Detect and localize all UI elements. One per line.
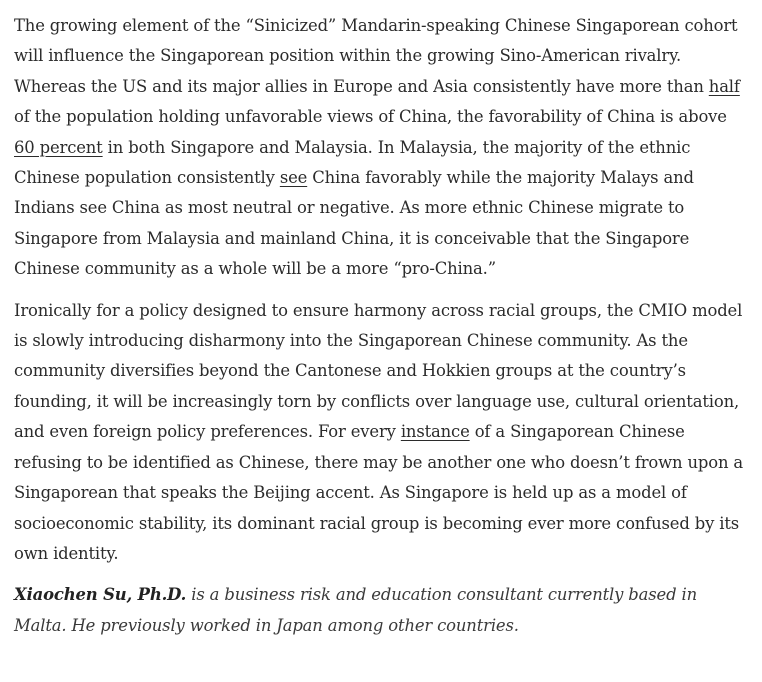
paragraph-text: of the population holding unfavorable views of China, the favorability of China is above (14, 107, 727, 127)
paragraph-text: of a Singaporean Chinese refusing to be identified as Chinese, there may be another one who doesn’t frown upon a Singaporean that speaks the Beijing accent. As Singapore is held up as a model of socioeconomic stability, its dominant racial group is becoming ever more confused by its own identity. (14, 422, 744, 563)
author-name: Xiaochen Su, Ph.D. (14, 585, 187, 605)
link-instance[interactable]: instance (400, 422, 470, 442)
link-see[interactable]: see (279, 168, 308, 188)
paragraph-text: in both Singapore and Malaysia. In Malaysia, the majority of the ethnic Chinese population consistently (14, 137, 691, 188)
paragraph-sinicized-cohort (14, 11, 748, 285)
link-half[interactable]: half (708, 76, 740, 96)
article-body (14, 11, 748, 652)
author-bio (14, 580, 748, 641)
paragraph-text: The growing element of the “Sinicized” Mandarin-speaking Chinese Singaporean cohort will influence the Singaporean position within the growing Sino-American rivalry. Whereas the US and its major allies in Europe and Asia consistently have more than (14, 16, 738, 96)
paragraph-cmio-model (14, 296, 748, 570)
paragraph-text: China favorably while the majority Malays and Indians see China as most neutral or negative. As more ethnic Chinese migrate to Singapore from Malaysia and mainland China, it is conceivable that the Singapore Chinese community as a whole will be a more “pro-China.” (14, 168, 694, 279)
paragraph-text: Ironically for a policy designed to ensure harmony across racial groups, the CMIO model is slowly introducing disharmony into the Singaporean Chinese community. As the community diversifies beyond the Cantonese and Hokkien groups at the country’s founding, it will be increasingly torn by conflicts over language use, cultural orientation, and even foreign policy preferences. For every (14, 300, 743, 442)
link-60-percent[interactable]: 60 percent (14, 137, 103, 157)
author-bio-text: is a business risk and education consultant currently based in Malta. He previously worked in Japan among other countries. (14, 585, 697, 635)
